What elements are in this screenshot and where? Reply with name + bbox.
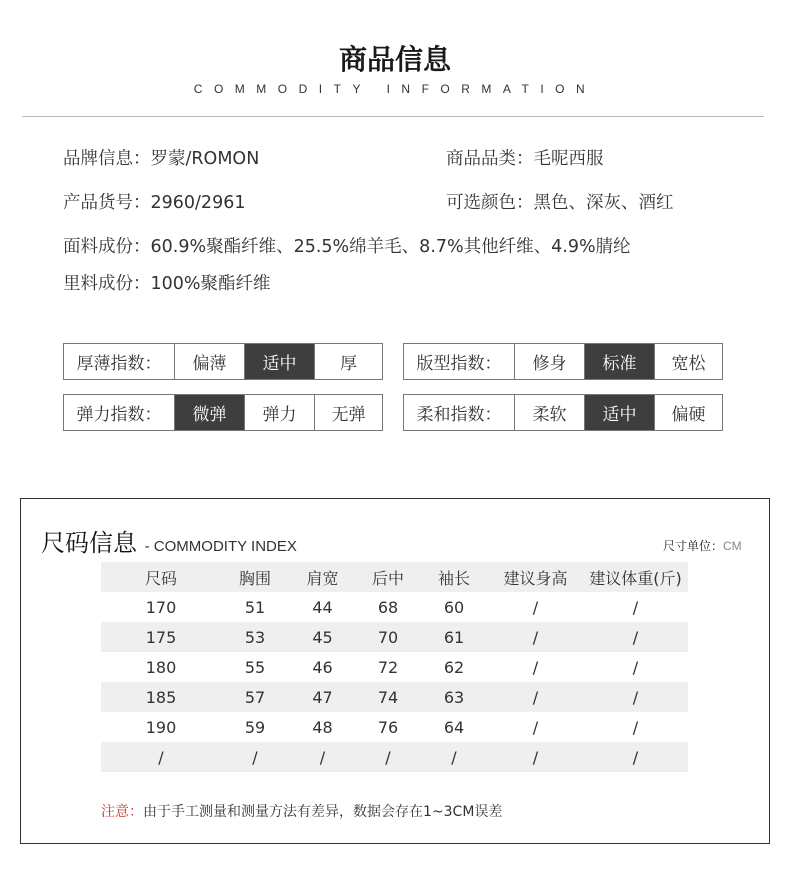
thickness-index-label: 厚薄指数： xyxy=(76,354,162,374)
table-row-cell: / xyxy=(532,717,539,737)
fit-index-label: 版型指数： xyxy=(416,354,502,374)
table-row-cell: 48 xyxy=(312,717,333,737)
table-row xyxy=(101,712,688,742)
table-row-cell: / xyxy=(632,717,639,737)
thickness-option-0: 偏薄 xyxy=(174,344,244,379)
table-row-cell: 59 xyxy=(244,717,266,737)
table-row-cell: 170 xyxy=(145,597,177,617)
table-row-cell: / xyxy=(632,627,639,647)
fit-option-1: 标准 xyxy=(584,344,654,379)
info-fabric: 面料成份：60.9%聚酯纤维、25.5%绵羊毛、8.7%其他纤维、4.9%腈纶 xyxy=(63,237,631,257)
table-row-cell: / xyxy=(532,687,539,707)
unit-label xyxy=(663,537,742,554)
table-row-cell: 62 xyxy=(443,657,465,677)
softness-option-2: 偏硬 xyxy=(654,395,722,430)
info-item-no: 产品货号：2960/2961 xyxy=(63,193,246,213)
table-row-cell: 68 xyxy=(377,597,399,617)
table-row-cell: 51 xyxy=(244,597,266,617)
table-row-cell: / xyxy=(319,747,326,767)
thickness-index xyxy=(63,343,383,380)
fit-option-2: 宽松 xyxy=(654,344,722,379)
page-title: 商品信息 xyxy=(338,43,451,76)
table-row-cell: 61 xyxy=(443,627,465,647)
elasticity-index-label: 弹力指数： xyxy=(76,405,162,425)
table-row-cell: / xyxy=(532,627,539,647)
table-row xyxy=(101,742,688,772)
elasticity-index xyxy=(63,394,383,431)
info-category: 商品品类：毛呢西服 xyxy=(446,149,604,169)
table-row xyxy=(101,622,688,652)
table-row xyxy=(101,592,688,622)
table-header-cell: 尺码 xyxy=(144,568,177,588)
size-info-subtitle: - COMMODITY INDEX xyxy=(144,538,297,555)
table-row-cell: / xyxy=(532,747,539,767)
info-colors: 可选颜色：黑色、深灰、酒红 xyxy=(446,193,674,213)
table-row-cell: 63 xyxy=(443,687,465,707)
table-row-cell: / xyxy=(532,657,539,677)
table-row-cell: / xyxy=(632,747,639,767)
table-row-cell: / xyxy=(632,597,639,617)
unit-value: CM xyxy=(723,539,742,553)
info-lining: 里料成份：100%聚酯纤维 xyxy=(63,274,271,294)
table-row-cell: 44 xyxy=(312,597,333,617)
table-row-cell: / xyxy=(632,657,639,677)
page-subtitle: COMMODITY INFORMATION xyxy=(193,82,597,96)
softness-option-1: 适中 xyxy=(584,395,654,430)
table-row-cell: / xyxy=(632,687,639,707)
table-row-cell: 47 xyxy=(312,687,333,707)
table-row-cell: 74 xyxy=(377,687,399,707)
table-row-cell: 185 xyxy=(145,687,177,707)
unit-label-text: 尺寸单位： xyxy=(663,539,724,553)
size-info-panel xyxy=(20,498,770,844)
table-row-cell: 53 xyxy=(244,627,266,647)
size-table xyxy=(101,562,688,772)
table-row-cell: 57 xyxy=(244,687,266,707)
softness-index-label: 柔和指数： xyxy=(416,405,502,425)
table-row xyxy=(101,652,688,682)
thickness-option-1: 适中 xyxy=(244,344,314,379)
fit-index xyxy=(403,343,723,380)
thickness-option-2: 厚 xyxy=(314,344,382,379)
softness-option-0: 柔软 xyxy=(514,395,584,430)
size-info-title: 尺码信息 xyxy=(41,529,137,557)
fit-option-0: 修身 xyxy=(514,344,584,379)
table-row-cell: 70 xyxy=(377,627,399,647)
table-row-cell: 60 xyxy=(443,597,465,617)
table-header-cell: 胸围 xyxy=(238,568,271,588)
info-brand: 品牌信息：罗蒙/ROMON xyxy=(63,149,260,169)
table-header-cell: 建议体重(斤) xyxy=(589,568,682,588)
table-row-cell: 72 xyxy=(377,657,399,677)
softness-index xyxy=(403,394,723,431)
table-row-cell: / xyxy=(532,597,539,617)
table-header xyxy=(101,562,688,592)
table-row-cell: / xyxy=(252,747,258,767)
table-row-cell: 45 xyxy=(312,627,333,647)
table-row-cell: 55 xyxy=(244,657,266,677)
measure-note xyxy=(101,801,502,821)
table-header-cell: 建议身高 xyxy=(503,568,568,588)
note-label: 注意： xyxy=(101,804,143,820)
table-row-cell: 76 xyxy=(377,717,399,737)
table-row-cell: 180 xyxy=(145,657,177,677)
table-row xyxy=(101,682,688,712)
table-row-cell: 175 xyxy=(145,627,177,647)
table-header-cell: 袖长 xyxy=(437,568,470,588)
table-header-cell: 后中 xyxy=(371,568,404,588)
elasticity-option-1: 弹力 xyxy=(244,395,314,430)
table-row-cell: 46 xyxy=(312,657,333,677)
table-header-cell: 肩宽 xyxy=(306,568,339,588)
elasticity-option-0: 微弹 xyxy=(174,395,244,430)
table-row-cell: / xyxy=(385,747,391,767)
title-divider xyxy=(22,116,764,117)
table-row-cell: 190 xyxy=(145,717,177,737)
table-row-cell: 64 xyxy=(443,717,465,737)
note-text: 由于手工测量和测量方法有差异，数据会存在1~3CM误差 xyxy=(143,804,503,820)
table-row-cell: / xyxy=(158,747,164,767)
size-info-heading xyxy=(41,523,297,558)
elasticity-option-2: 无弹 xyxy=(314,395,382,430)
table-row-cell: / xyxy=(451,747,457,767)
